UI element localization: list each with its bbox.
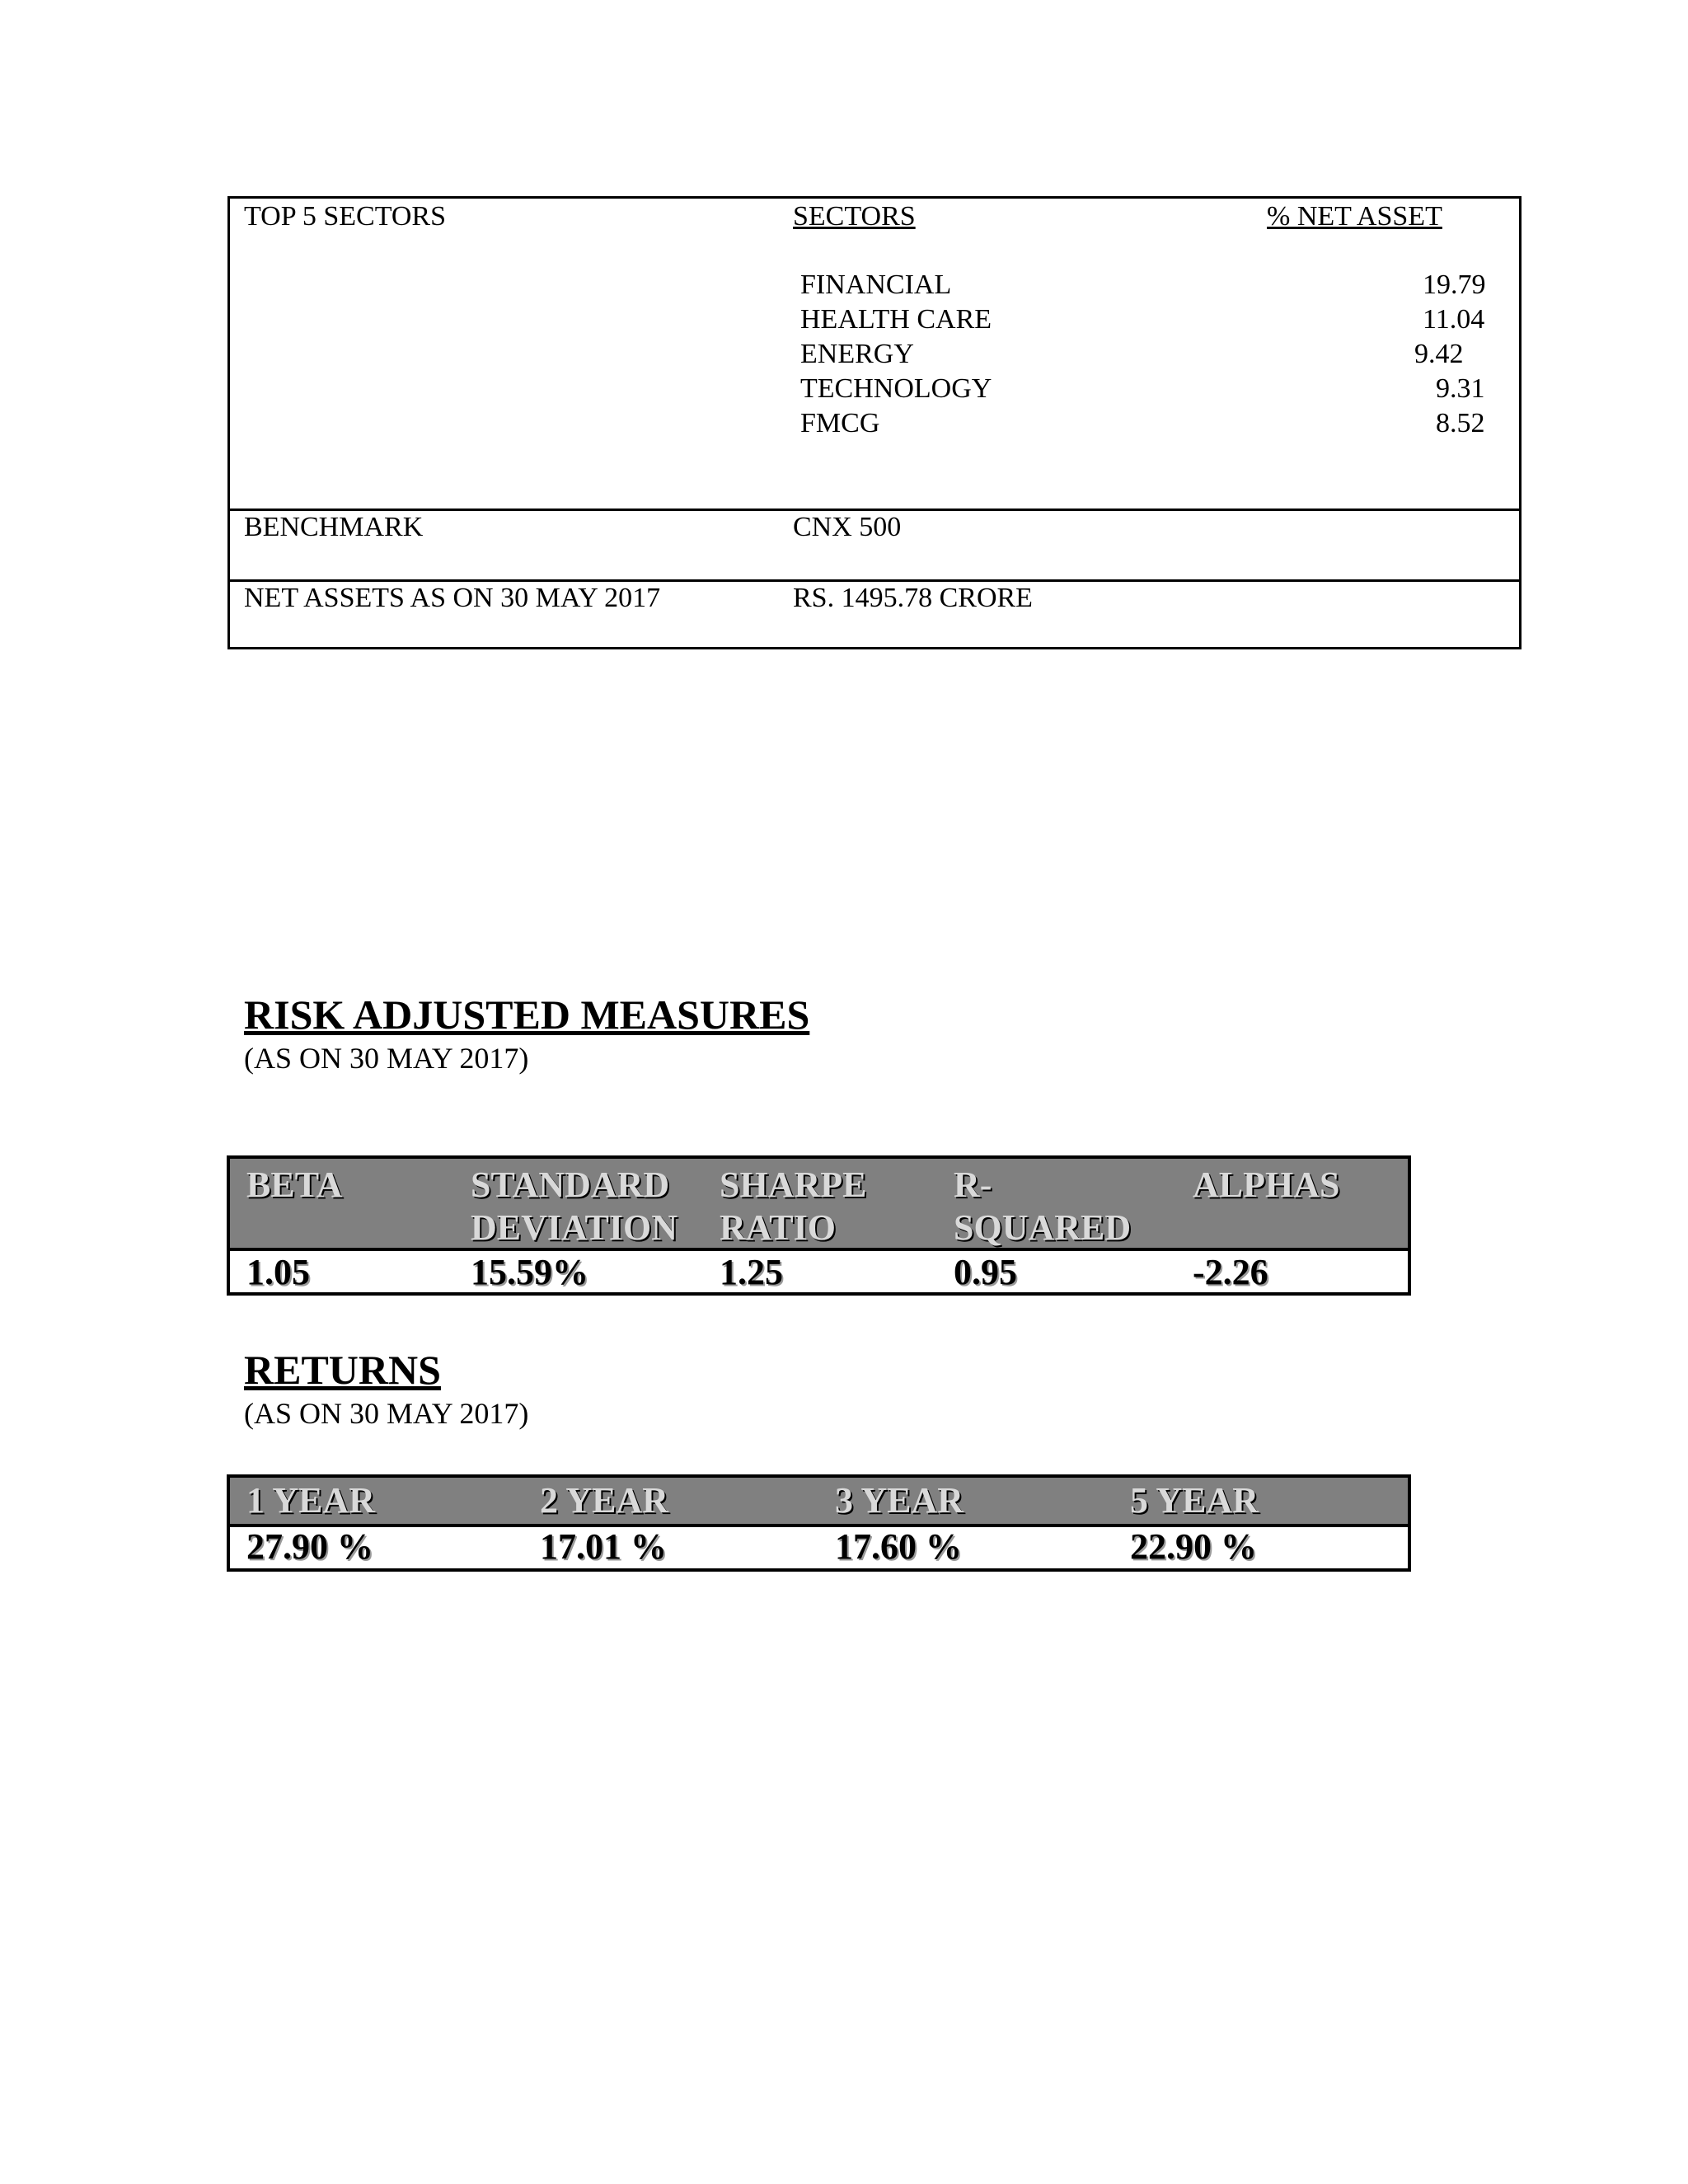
risk-measures-subtitle: (AS ON 30 MAY 2017) — [244, 1042, 529, 1075]
benchmark-label: BENCHMARK — [244, 512, 424, 542]
top-sectors-label: TOP 5 SECTORS — [244, 201, 447, 232]
sector-value: 8.52 — [1436, 408, 1485, 438]
net-assets-value: RS. 1495.78 CRORE — [793, 583, 1033, 613]
returns-title: RETURNS — [244, 1347, 441, 1393]
header-cell: BETA — [246, 1165, 343, 1205]
sector-name: TECHNOLOGY — [800, 373, 992, 404]
sector-value: 19.79 — [1423, 269, 1486, 300]
value-cell: 15.59% — [471, 1252, 588, 1292]
risk-measures-table — [227, 1155, 1411, 1296]
value-cell: 27.90 % — [246, 1526, 373, 1567]
sector-name: FMCG — [800, 408, 880, 438]
header-cell: 3 YEAR — [835, 1480, 964, 1521]
risk-measures-title: RISK ADJUSTED MEASURES — [244, 991, 810, 1038]
header-cell: SHARPE RATIO — [720, 1165, 867, 1248]
value-cell: 17.01 % — [540, 1526, 667, 1567]
value-cell: 17.60 % — [835, 1526, 962, 1567]
header-cell: STANDARD DEVIATION — [471, 1165, 678, 1248]
value-cell: -2.26 — [1193, 1252, 1268, 1292]
returns-subtitle: (AS ON 30 MAY 2017) — [244, 1397, 529, 1430]
benchmark-value: CNX 500 — [793, 512, 902, 542]
value-cell: 1.05 — [246, 1252, 310, 1292]
sector-name: ENERGY — [800, 339, 914, 369]
sector-name: FINANCIAL — [800, 269, 952, 300]
table-header-row — [230, 1478, 1408, 1527]
header-cell: ALPHAS — [1193, 1165, 1340, 1205]
header-cell: 5 YEAR — [1130, 1480, 1259, 1521]
net-asset-header: % NET ASSET — [1267, 201, 1442, 232]
sectors-header: SECTORS — [793, 201, 916, 232]
header-cell: R- SQUARED — [954, 1165, 1132, 1248]
value-cell: 0.95 — [954, 1252, 1017, 1292]
net-assets-label: NET ASSETS AS ON 30 MAY 2017 — [244, 583, 661, 613]
header-cell: 1 YEAR — [246, 1480, 376, 1521]
table-header-row — [230, 1159, 1408, 1251]
sector-value: 11.04 — [1423, 304, 1485, 335]
sector-value: 9.31 — [1436, 373, 1485, 404]
header-cell: 2 YEAR — [540, 1480, 669, 1521]
returns-table — [227, 1474, 1411, 1572]
value-cell: 22.90 % — [1130, 1526, 1257, 1567]
sector-name: HEALTH CARE — [800, 304, 992, 335]
sector-value: 9.42 — [1414, 339, 1464, 369]
value-cell: 1.25 — [720, 1252, 783, 1292]
